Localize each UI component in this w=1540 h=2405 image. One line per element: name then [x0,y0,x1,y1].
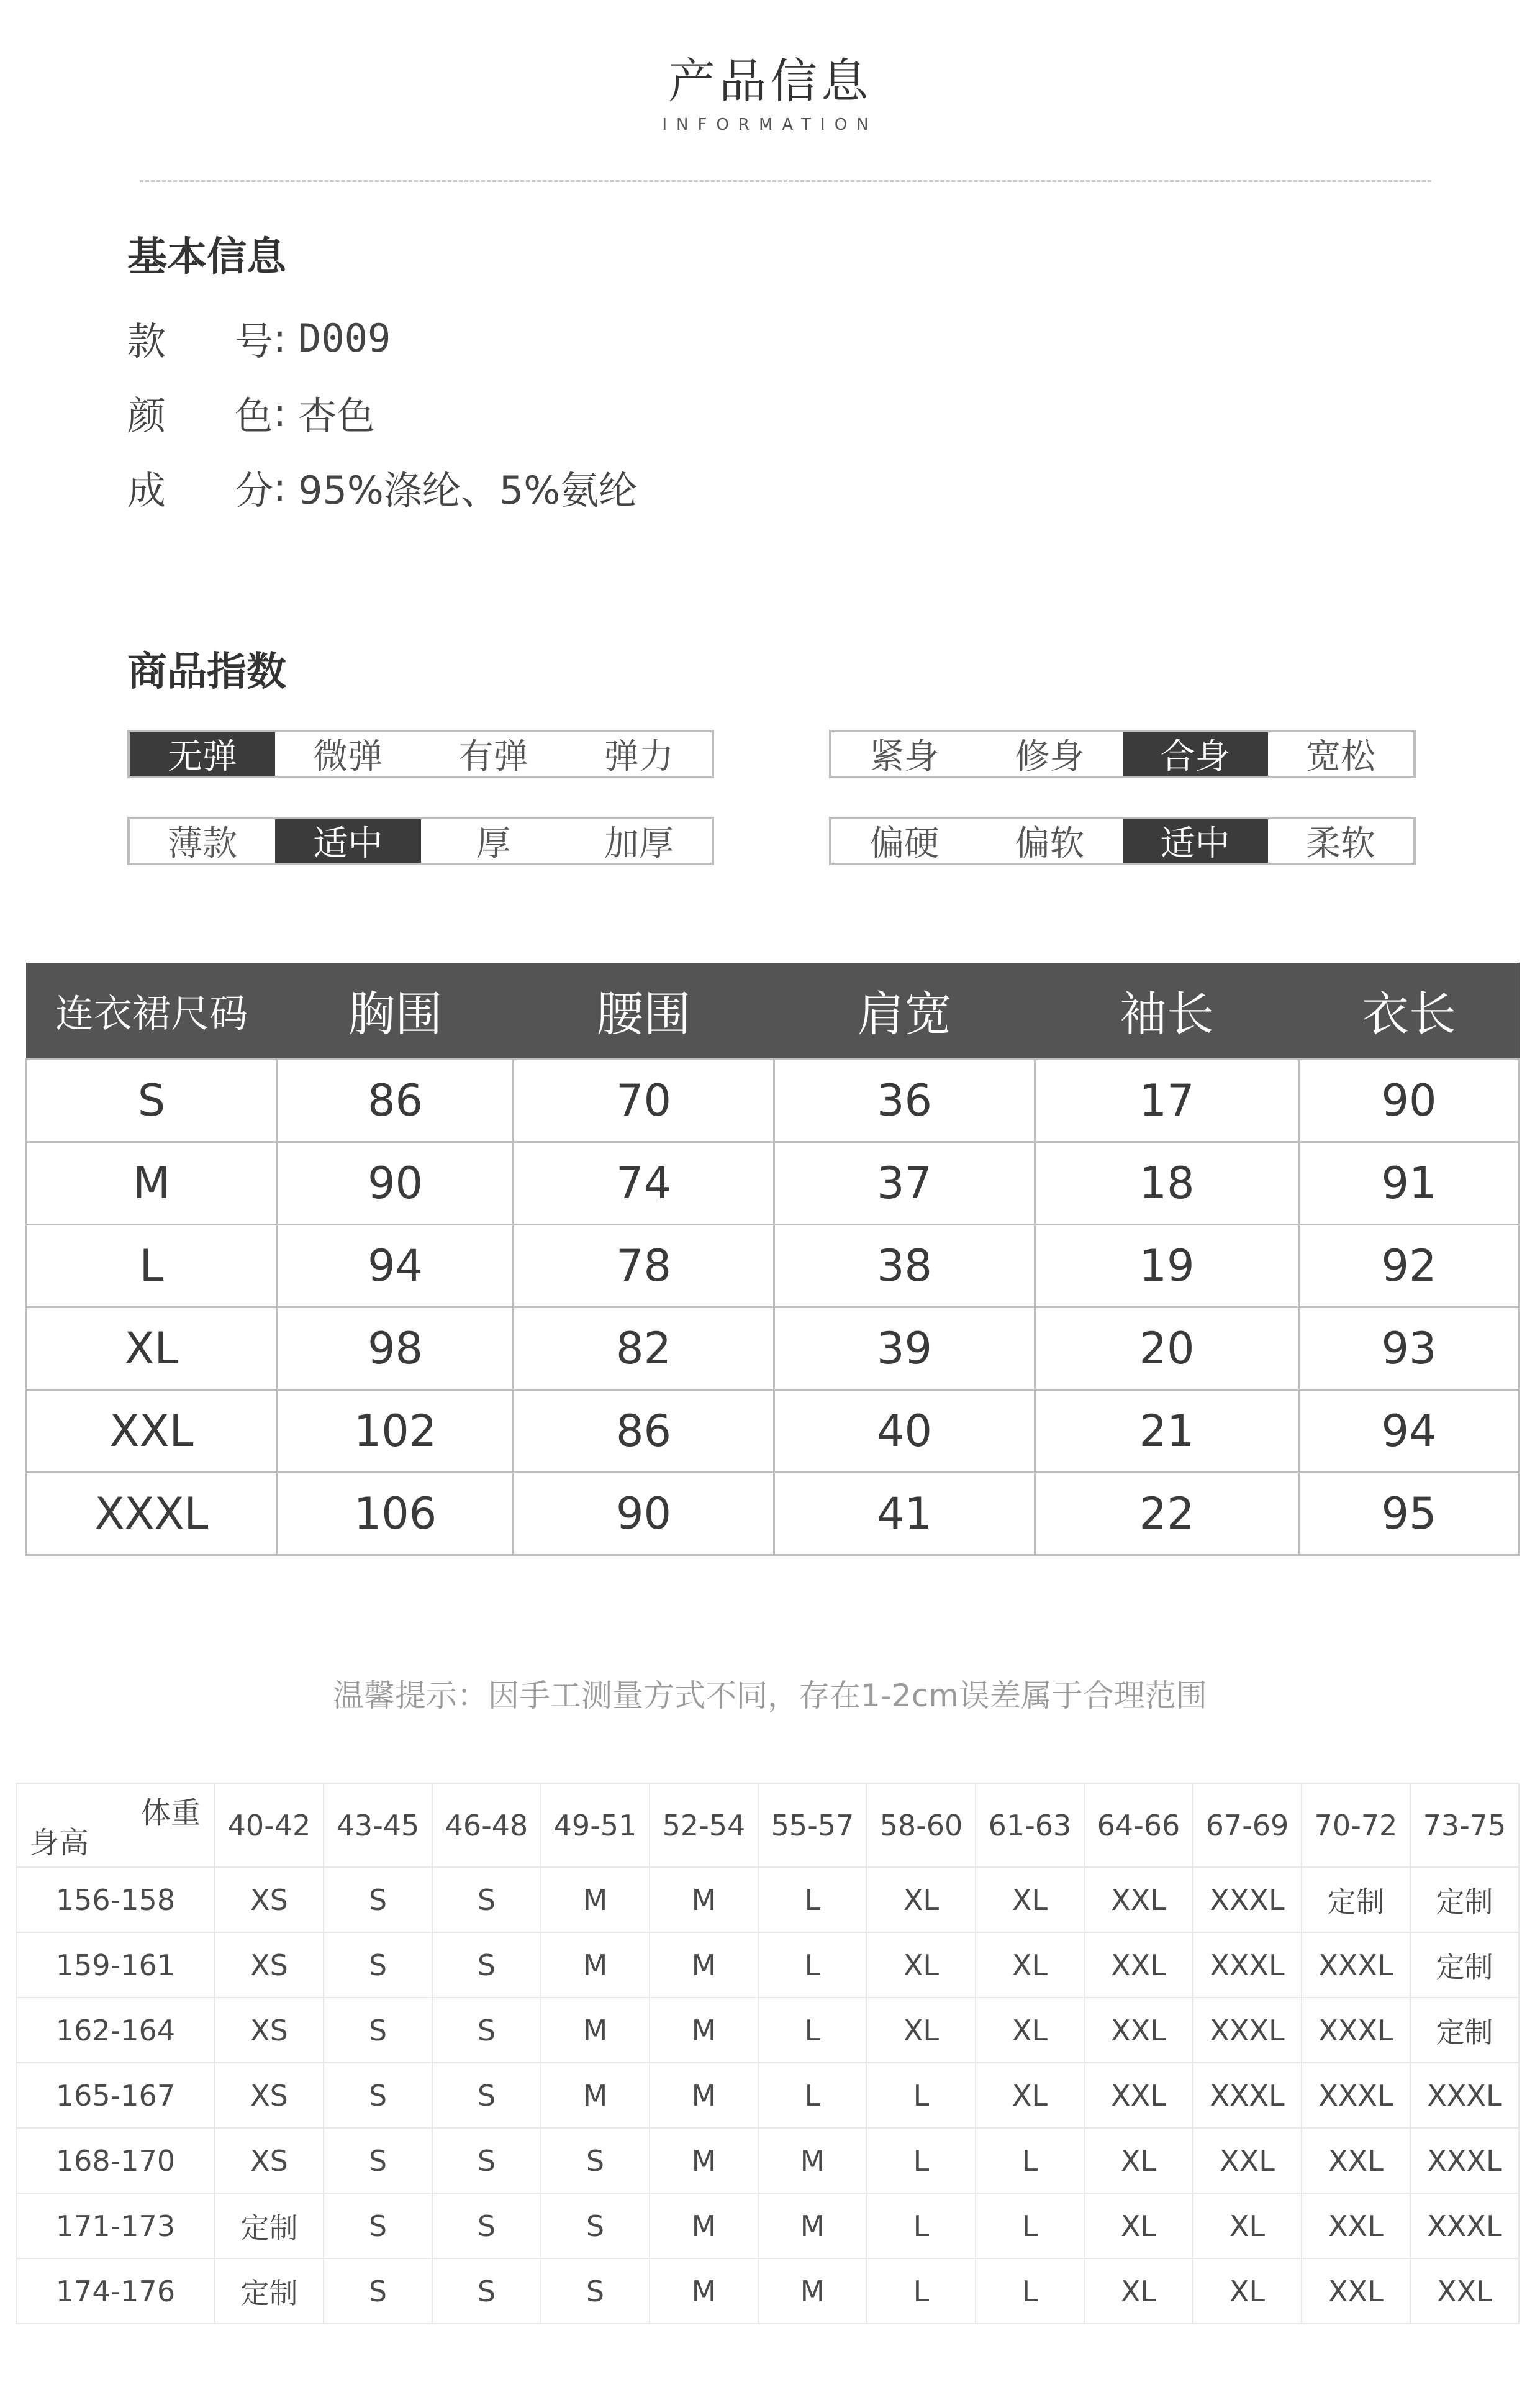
recommended-size-cell: XXL [1302,2258,1410,2324]
recommended-size-cell: 定制 [1410,1932,1519,1998]
recommended-size-cell: S [432,1867,541,1932]
weight-header-cell: 46-48 [432,1783,541,1867]
recommended-size-cell: XXXL [1302,1932,1410,1998]
recommended-size-cell: XXXL [1410,2063,1519,2128]
height-weight-row [16,2063,1519,2128]
index-item: 偏硬 [869,824,940,864]
size-value-cell: 86 [278,1059,514,1142]
size-label-cell: S [26,1059,278,1142]
size-table-header-cell: 肩宽 [774,963,1035,1059]
height-cell: 165-167 [16,2063,215,2128]
recommended-size-cell: 定制 [215,2193,324,2258]
info-colon: : [273,390,286,435]
size-value-cell: 98 [278,1307,514,1389]
recommended-size-cell: XL [1084,2193,1193,2258]
info-label-char: 色 [234,393,273,439]
height-weight-row [16,1998,1519,2063]
recommended-size-cell: S [541,2128,650,2193]
size-value-cell: 86 [514,1389,774,1472]
index-bar-fit [829,730,1416,778]
size-value-cell: 94 [1299,1389,1520,1472]
recommended-size-cell: L [758,2063,867,2128]
height-weight-table-body [16,1783,1519,2324]
size-value-cell: 90 [278,1142,514,1224]
recommended-size-cell: M [758,2258,867,2324]
height-weight-row [16,2193,1519,2258]
height-weight-table [16,1783,1520,2324]
size-value-cell: 82 [514,1307,774,1389]
size-value-cell: 19 [1035,1224,1299,1307]
size-value-cell: 20 [1035,1307,1299,1389]
size-value-cell: 92 [1299,1224,1520,1307]
recommended-size-cell: XXL [1193,2128,1302,2193]
index-item: 加厚 [604,824,674,864]
index-item: 合身 [1123,732,1268,776]
recommended-size-cell: M [758,2193,867,2258]
index-item: 修身 [1015,737,1085,777]
recommended-size-cell: M [650,2128,758,2193]
size-value-cell: 102 [278,1389,514,1472]
recommended-size-cell: XXL [1302,2128,1410,2193]
index-item: 无弹 [130,732,275,776]
corner-weight-label: 体重 [140,1796,201,1830]
recommended-size-cell: M [541,1867,650,1932]
size-value-cell: 41 [774,1472,1035,1555]
recommended-size-cell: M [650,1867,758,1932]
info-label-char: 号 [234,319,273,364]
height-cell: 156-158 [16,1867,215,1932]
info-row-composition [127,460,637,515]
recommended-size-cell: L [867,2063,976,2128]
recommended-size-cell: M [650,2063,758,2128]
recommended-size-cell: S [432,2258,541,2324]
recommended-size-cell: 定制 [1410,1867,1519,1932]
recommended-size-cell: XXXL [1193,2063,1302,2128]
index-bar-softness [829,817,1416,865]
recommended-size-cell: M [650,2258,758,2324]
info-label-char: 颜 [127,393,166,439]
height-cell: 159-161 [16,1932,215,1998]
index-item: 适中 [275,819,420,863]
info-label-char: 分 [234,468,273,513]
recommended-size-cell: L [976,2193,1084,2258]
recommended-size-cell: S [324,1932,432,1998]
size-value-cell: 78 [514,1224,774,1307]
recommended-size-cell: XXXL [1302,1998,1410,2063]
recommended-size-cell: XL [867,1998,976,2063]
size-value-cell: 106 [278,1472,514,1555]
recommended-size-cell: XL [976,2063,1084,2128]
recommended-size-cell: S [432,2063,541,2128]
index-item: 适中 [1123,819,1268,863]
height-cell: 168-170 [16,2128,215,2193]
size-table-row [26,1224,1520,1307]
size-value-cell: 39 [774,1307,1035,1389]
size-table-header-cell: 袖长 [1035,963,1299,1059]
recommended-size-cell: XXL [1410,2258,1519,2324]
weight-header-cell: 58-60 [867,1783,976,1867]
height-cell: 174-176 [16,2258,215,2324]
size-value-cell: 90 [514,1472,774,1555]
weight-header-cell: 43-45 [324,1783,432,1867]
size-label-cell: XXXL [26,1472,278,1555]
info-label [127,460,273,515]
size-value-cell: 74 [514,1142,774,1224]
recommended-size-cell: XS [215,1932,324,1998]
size-table-header-cell: 衣长 [1299,963,1520,1059]
recommended-size-cell: XL [976,1867,1084,1932]
dashed-divider [140,180,1431,182]
size-table [25,963,1520,1556]
info-value-composition: 95%涤纶、5%氨纶 [298,468,638,513]
recommended-size-cell: S [324,1998,432,2063]
recommended-size-cell: XS [215,1998,324,2063]
recommended-size-cell: S [432,1932,541,1998]
info-row-style [127,311,391,366]
size-value-cell: 91 [1299,1142,1520,1224]
recommended-size-cell: M [541,1932,650,1998]
recommended-size-cell: XXXL [1193,1867,1302,1932]
weight-header-cell: 40-42 [215,1783,324,1867]
recommended-size-cell: XXL [1084,1867,1193,1932]
size-table-row [26,1059,1520,1142]
recommended-size-cell: XXL [1084,1998,1193,2063]
weight-header-cell: 73-75 [1410,1783,1519,1867]
index-item: 微弹 [313,737,383,777]
recommended-size-cell: S [432,2193,541,2258]
recommended-size-cell: XL [1084,2128,1193,2193]
size-value-cell: 93 [1299,1307,1520,1389]
recommended-size-cell: 定制 [1302,1867,1410,1932]
index-item: 弹力 [604,737,674,777]
recommended-size-cell: M [758,2128,867,2193]
info-row-color [127,385,375,440]
recommended-size-cell: XXL [1084,2063,1193,2128]
recommended-size-cell: L [867,2258,976,2324]
size-table-row [26,1389,1520,1472]
index-item: 薄款 [168,824,238,864]
measurement-tip: 温馨提示：因手工测量方式不同，存在1-2cm误差属于合理范围 [333,1678,1207,1714]
size-value-cell: 70 [514,1059,774,1142]
height-weight-header-row [16,1783,1519,1867]
size-table-header-cell: 腰围 [514,963,774,1059]
recommended-size-cell: XL [867,1867,976,1932]
corner-height-label: 身高 [29,1825,89,1860]
weight-header-cell: 52-54 [650,1783,758,1867]
size-label-cell: XL [26,1307,278,1389]
size-table-body [26,1059,1520,1555]
page-subtitle: INFORMATION [662,116,878,134]
height-weight-row [16,1867,1519,1932]
weight-header-cell: 61-63 [976,1783,1084,1867]
recommended-size-cell: L [758,1932,867,1998]
corner-cell [16,1783,215,1867]
recommended-size-cell: M [541,1998,650,2063]
index-bar-thickness [127,817,714,865]
recommended-size-cell: L [867,2193,976,2258]
size-label-cell: L [26,1224,278,1307]
recommended-size-cell: 定制 [215,2258,324,2324]
recommended-size-cell: L [976,2128,1084,2193]
size-table-row [26,1472,1520,1555]
size-table-header-cell: 胸围 [278,963,514,1059]
recommended-size-cell: S [324,2193,432,2258]
size-value-cell: 38 [774,1224,1035,1307]
size-table-header-row [26,963,1520,1059]
height-cell: 162-164 [16,1998,215,2063]
recommended-size-cell: S [432,2128,541,2193]
size-value-cell: 90 [1299,1059,1520,1142]
info-label-char: 成 [127,468,166,513]
recommended-size-cell: M [650,2193,758,2258]
height-weight-row [16,1932,1519,1998]
recommended-size-cell: XL [1084,2258,1193,2324]
info-value-color: 杏色 [298,393,376,439]
weight-header-cell: 64-66 [1084,1783,1193,1867]
page-title: 产品信息 [668,53,872,109]
recommended-size-cell: XL [976,1998,1084,2063]
product-index-heading: 商品指数 [127,649,286,695]
index-bar-elasticity [127,730,714,778]
recommended-size-cell: XS [215,2063,324,2128]
size-table-header-cell: 连衣裙尺码 [26,963,278,1059]
index-item: 柔软 [1305,824,1375,864]
size-label-cell: M [26,1142,278,1224]
size-value-cell: 40 [774,1389,1035,1472]
recommended-size-cell: XXXL [1410,2128,1519,2193]
recommended-size-cell: S [324,2128,432,2193]
recommended-size-cell: M [650,1998,758,2063]
info-label [127,385,273,440]
height-cell: 171-173 [16,2193,215,2258]
recommended-size-cell: XXL [1302,2193,1410,2258]
weight-header-cell: 70-72 [1302,1783,1410,1867]
recommended-size-cell: L [758,1867,867,1932]
recommended-size-cell: XS [215,2128,324,2193]
index-item: 偏软 [1015,824,1085,864]
index-item: 厚 [476,824,511,864]
recommended-size-cell: XXXL [1302,2063,1410,2128]
size-value-cell: 95 [1299,1472,1520,1555]
recommended-size-cell: M [650,1932,758,1998]
size-value-cell: 21 [1035,1389,1299,1472]
info-value-style: D009 [298,316,391,361]
recommended-size-cell: XL [1193,2193,1302,2258]
height-weight-row [16,2128,1519,2193]
recommended-size-cell: L [867,2128,976,2193]
size-table-row [26,1307,1520,1389]
weight-header-cell: 55-57 [758,1783,867,1867]
recommended-size-cell: XXL [1084,1932,1193,1998]
info-label-char: 款 [127,319,166,364]
recommended-size-cell: L [758,1998,867,2063]
size-label-cell: XXL [26,1389,278,1472]
recommended-size-cell: XXXL [1410,2193,1519,2258]
info-colon: : [273,465,286,510]
index-item: 有弹 [458,737,528,777]
weight-header-cell: 67-69 [1193,1783,1302,1867]
recommended-size-cell: S [541,2193,650,2258]
size-value-cell: 94 [278,1224,514,1307]
recommended-size-cell: S [432,1998,541,2063]
recommended-size-cell: XL [867,1932,976,1998]
recommended-size-cell: L [976,2258,1084,2324]
info-colon: : [273,316,286,361]
recommended-size-cell: XL [1193,2258,1302,2324]
index-item: 宽松 [1305,737,1375,777]
size-value-cell: 18 [1035,1142,1299,1224]
info-label [127,311,273,366]
size-value-cell: 37 [774,1142,1035,1224]
size-table-row [26,1142,1520,1224]
recommended-size-cell: S [324,1867,432,1932]
recommended-size-cell: S [324,2063,432,2128]
height-weight-row [16,2258,1519,2324]
recommended-size-cell: XXXL [1193,1932,1302,1998]
size-value-cell: 22 [1035,1472,1299,1555]
index-item: 紧身 [869,737,940,777]
recommended-size-cell: S [541,2258,650,2324]
recommended-size-cell: XS [215,1867,324,1932]
recommended-size-cell: XL [976,1932,1084,1998]
size-value-cell: 17 [1035,1059,1299,1142]
size-value-cell: 36 [774,1059,1035,1142]
basic-info-heading: 基本信息 [127,234,286,280]
recommended-size-cell: XXXL [1193,1998,1302,2063]
recommended-size-cell: M [541,2063,650,2128]
weight-header-cell: 49-51 [541,1783,650,1867]
recommended-size-cell: S [324,2258,432,2324]
recommended-size-cell: 定制 [1410,1998,1519,2063]
